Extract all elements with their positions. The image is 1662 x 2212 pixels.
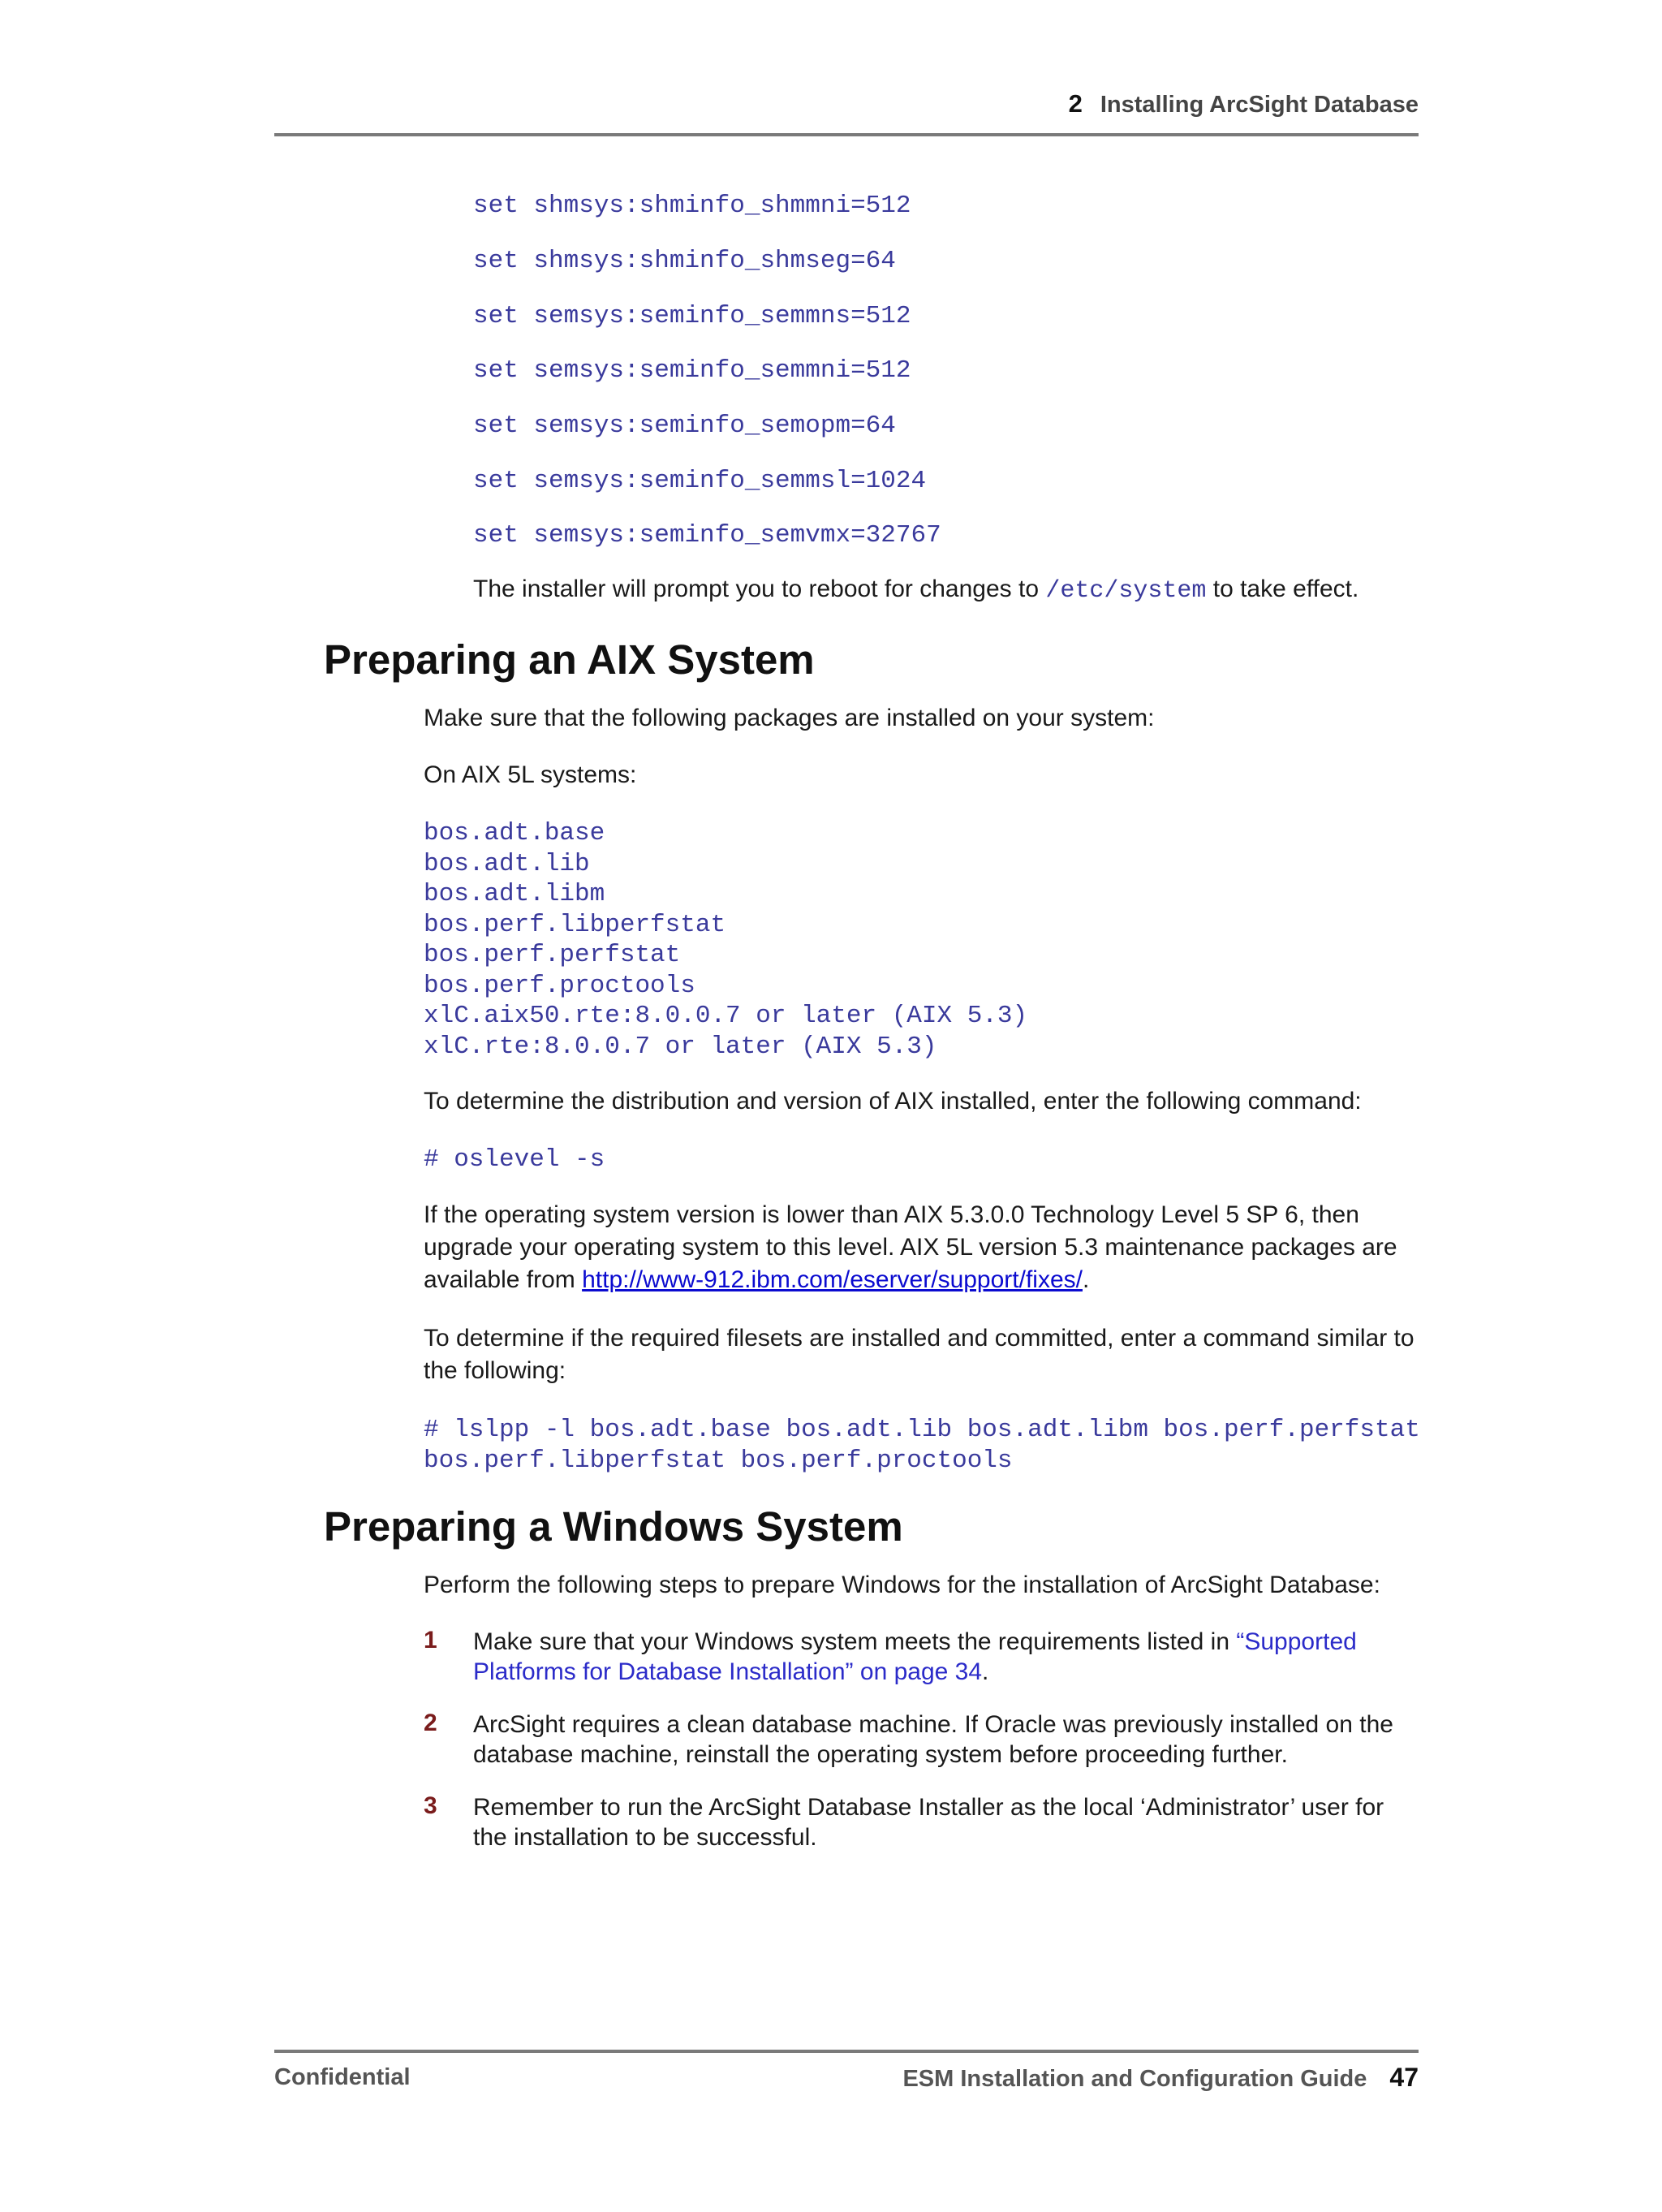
chapter-number: 2 <box>1068 89 1083 118</box>
step-number: 1 <box>424 1627 437 1654</box>
windows-heading: Preparing a Windows System <box>324 1503 903 1550</box>
setting-line: set semsys:seminfo_semvmx=32767 <box>473 521 941 550</box>
page-header <box>274 89 1419 136</box>
setting-line: set semsys:seminfo_semmns=512 <box>473 302 911 330</box>
setting-line: set semsys:seminfo_semmni=512 <box>473 356 911 385</box>
aix-heading: Preparing an AIX System <box>324 636 815 683</box>
lslpp-command: # lslpp -l bos.adt.base bos.adt.lib bos.adt.libm bos.perf.perfstat bos.perf.libperfstat bos.perf.proctools <box>424 1416 1420 1475</box>
step-number: 3 <box>424 1792 437 1819</box>
confidential-label: Confidential <box>274 2064 411 2090</box>
page-footer <box>274 2050 1419 2093</box>
windows-intro: Perform the following steps to prepare Windows for the installation of ArcSight Database: <box>424 1572 1380 1598</box>
step-text: ArcSight requires a clean database machine. If Oracle was previously installed on the database machine, reinstall the operating system before proceeding further. <box>473 1711 1393 1768</box>
supported-platforms-xref[interactable]: “Supported Platforms for Database Installation” on page 34 <box>473 1628 1357 1685</box>
guide-title: ESM Installation and Configuration Guide <box>902 2066 1367 2092</box>
step-text: Remember to run the ArcSight Database Installer as the local ‘Administrator’ user for the installation to be successful. <box>473 1794 1384 1851</box>
page-number: 47 <box>1389 2063 1419 2092</box>
footer-right <box>902 2063 1419 2093</box>
step-number: 2 <box>424 1710 437 1736</box>
setting-line: set shmsys:shminfo_shmseg=64 <box>473 247 896 275</box>
aix-package-list: bos.adt.base bos.adt.lib bos.adt.libm bos.perf.libperfstat bos.perf.perfstat bos.perf.proctools xlC.aix50.rte:8.0.0.7 or later (AIX 5.3) xlC.rte:8.0.0.7 or later (AIX 5.3) <box>424 819 1028 1061</box>
aix-determine-version: To determine the distribution and version of AIX installed, enter the following command: <box>424 1088 1362 1115</box>
setting-line: set semsys:seminfo_semopm=64 <box>473 412 896 440</box>
setting-line: set shmsys:shminfo_shmmni=512 <box>473 192 911 220</box>
aix-filesets-paragraph: To determine if the required filesets are installed and committed, enter a command similar to the following: <box>424 1325 1414 1384</box>
aix-upgrade-paragraph: If the operating system version is lower than AIX 5.3.0.0 Technology Level 5 SP 6, then upgrade your operating system to this level. AIX 5L version 5.3 maintenance packages are available from http://www-912.ibm.com/eserver/support/fixes/. <box>424 1201 1397 1293</box>
aix-5l-label: On AIX 5L systems: <box>424 761 637 788</box>
aix-intro: Make sure that the following packages are installed on your system: <box>424 705 1155 731</box>
setting-line: set semsys:seminfo_semmsl=1024 <box>473 467 927 495</box>
oslevel-command: # oslevel -s <box>424 1145 605 1174</box>
chapter-title: Installing ArcSight Database <box>1100 92 1419 118</box>
ibm-fixes-link[interactable]: http://www-912.ibm.com/eserver/support/fixes/ <box>582 1266 1083 1293</box>
etc-system-path: /etc/system <box>1045 577 1207 605</box>
reboot-note: The installer will prompt you to reboot for changes to /etc/system to take effect. <box>473 576 1359 605</box>
step-text: Make sure that your Windows system meets the requirements listed in “Supported Platforms for Database Installation” on page 34. <box>473 1628 1357 1685</box>
